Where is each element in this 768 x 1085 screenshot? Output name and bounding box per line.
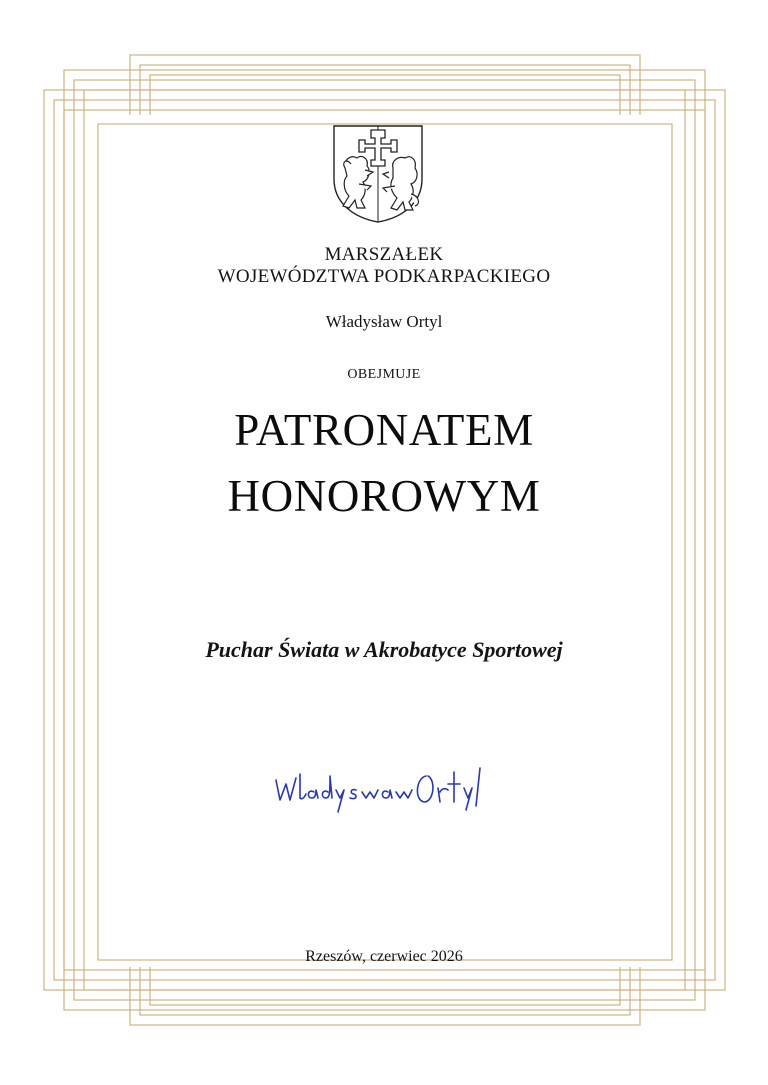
place-and-date: Rzeszów, czerwiec 2026	[305, 948, 463, 965]
person-name: Władysław Ortyl	[325, 312, 443, 331]
heading-title-line2: WOJEWÓDZTWA PODKARPACKIEGO	[217, 266, 551, 287]
patronage-title-line2: HONOROWYM	[227, 471, 541, 521]
heading-title-line1: MARSZAŁEK	[324, 244, 444, 265]
patronage-title-line1: PATRONATEM	[234, 405, 534, 455]
coat-of-arms-icon	[331, 124, 425, 224]
handwritten-signature-icon	[266, 758, 496, 828]
takes-label: OBEJMUJE	[347, 367, 421, 382]
event-name: Puchar Świata w Akrobatyce Sportowej	[205, 637, 563, 662]
